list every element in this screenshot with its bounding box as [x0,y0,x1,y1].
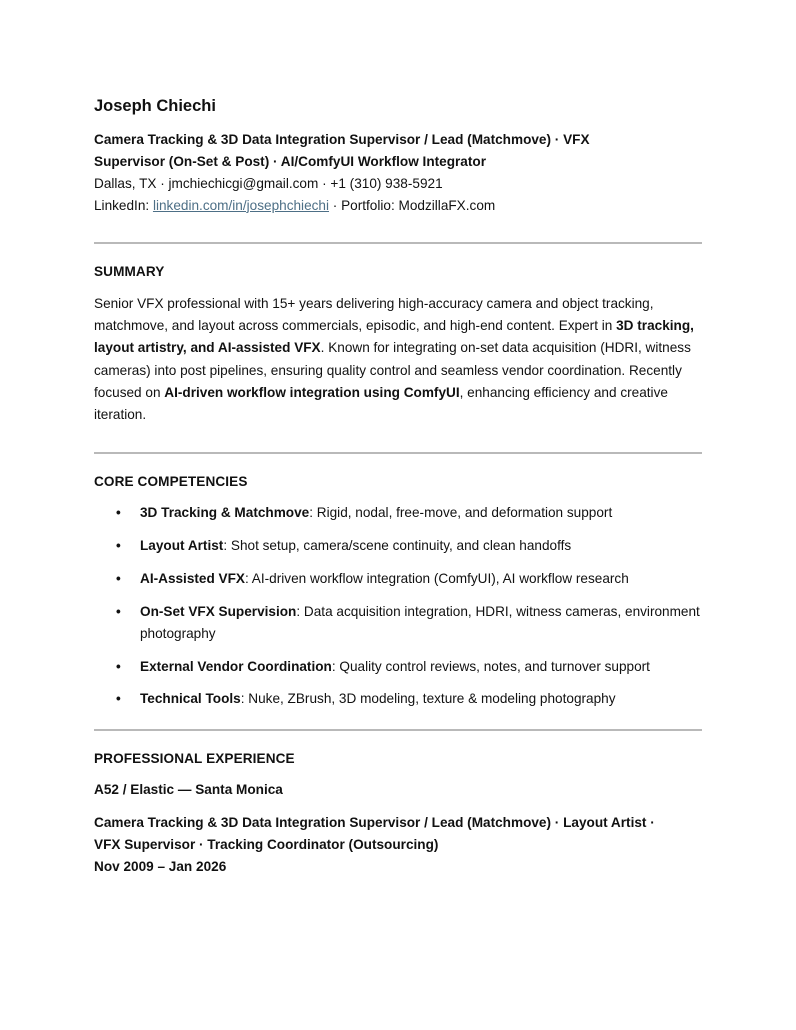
bullet-icon: • [116,570,121,586]
competency-label: AI-Assisted VFX [140,570,245,586]
summary-bold-1: 3D tracking, layout artistry, and AI-assisted VFX [94,318,694,356]
summary-text-2: . Known for integrating on-set data acquisition (HDRI, witness cameras) into post pipelines, ensuring quality control and seamless vendor coordination. Recently focused on [94,340,691,400]
competency-text: : Nuke, ZBrush, 3D modeling, texture & modeling photography [240,691,616,707]
list-item [94,656,700,678]
headline-line-1: Camera Tracking & 3D Data Integration Supervisor / Lead (Matchmove) · VFX [94,132,590,147]
list-item [94,601,700,645]
list-item [94,568,700,590]
competency-text: : AI-driven workflow integration (ComfyUI), AI workflow research [245,570,629,586]
list-item [94,502,700,524]
bullet-icon: • [116,505,121,521]
headline-line-2: Supervisor (On-Set & Post) · AI/ComfyUI Workflow Integrator [94,154,486,169]
contact-line: Dallas, TX · jmchiechicgi@gmail.com · +1 (310) 938-5921 [94,176,443,191]
list-item [94,688,700,710]
summary-text-3: , enhancing efficiency and creative iteration. [94,384,668,423]
summary-heading: SUMMARY [94,264,165,279]
links-line [94,195,702,217]
competency-text: : Quality control reviews, notes, and turnover support [331,658,650,674]
role-line-2: VFX Supervisor · Tracking Coordinator (Outsourcing) [94,836,439,852]
job-dates: Nov 2009 – Jan 2026 [94,858,227,874]
portfolio-text: · Portfolio: ModzillaFX.com [329,197,496,213]
divider [94,452,702,454]
linkedin-label: LinkedIn: [94,197,153,213]
summary-text-1: Senior VFX professional with 15+ years delivering high-accuracy camera and object tracking, matchmove, and layout across commercials, episodic, and high-end content. Expert in [94,296,654,334]
role-line-1: Camera Tracking & 3D Data Integration Supervisor / Lead (Matchmove) · Layout Artist · [94,814,655,830]
competency-label: 3D Tracking & Matchmove [140,505,310,521]
competency-text: : Data acquisition integration, HDRI, witness cameras, environment photography [140,603,700,641]
company-line: A52 / Elastic — Santa Monica [94,781,283,797]
role-title [94,812,702,856]
competency-text: : Shot setup, camera/scene continuity, and clean handoffs [223,538,572,554]
competencies-list [94,502,702,710]
divider [94,242,702,244]
experience-heading: PROFESSIONAL EXPERIENCE [94,750,295,766]
bullet-icon: • [116,538,121,554]
bullet-icon: • [116,658,121,674]
bullet-icon: • [116,603,121,619]
competency-text: : Rigid, nodal, free-move, and deformation support [309,505,613,521]
bullet-icon: • [116,691,121,707]
competency-label: Technical Tools [140,691,241,707]
competency-label: External Vendor Coordination [140,658,332,674]
competency-label: Layout Artist [140,538,224,554]
summary-paragraph [94,293,702,426]
candidate-name: Joseph Chiechi [94,97,216,115]
competency-label: On-Set VFX Supervision [140,603,297,619]
divider [94,729,702,731]
headline-title [94,129,654,173]
summary-bold-2: AI-driven workflow integration using ComfyUI [164,384,460,400]
linkedin-link[interactable]: linkedin.com/in/josephchiechi [152,197,330,213]
competencies-heading: CORE COMPETENCIES [94,474,248,490]
list-item [94,535,700,557]
